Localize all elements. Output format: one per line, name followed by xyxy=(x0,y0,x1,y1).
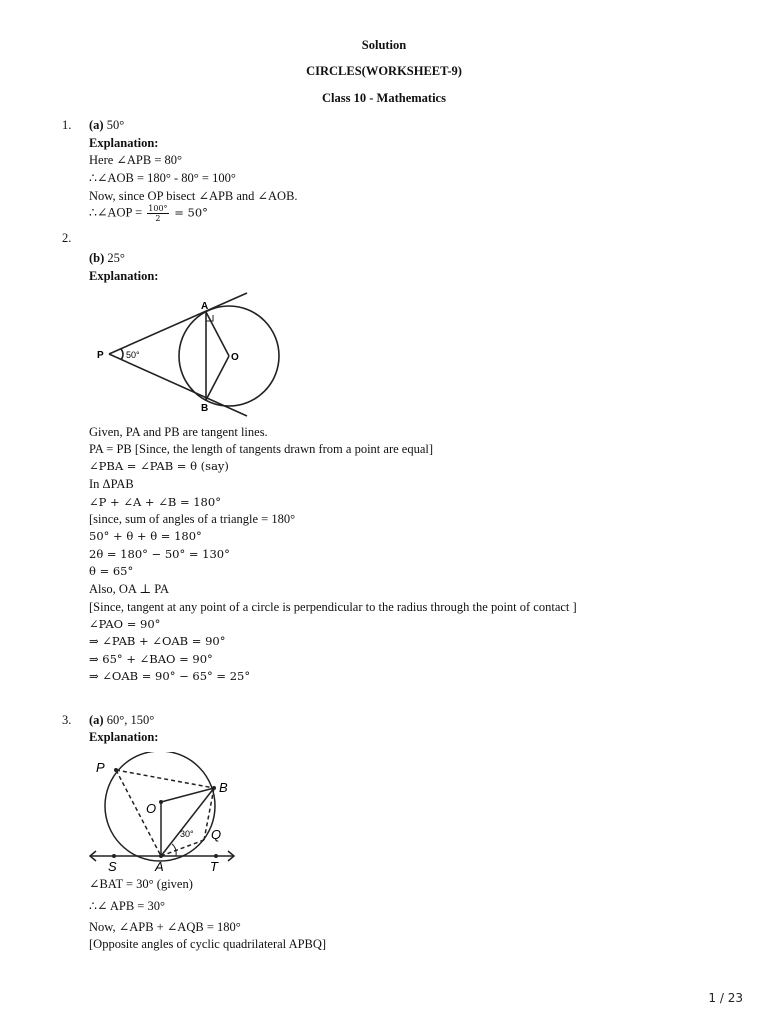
label-q: Q xyxy=(211,827,222,842)
point-t xyxy=(214,854,218,858)
radius-ob xyxy=(206,356,229,400)
angle-arc xyxy=(121,349,123,360)
explanation-label: Explanation: xyxy=(89,136,159,150)
q3-line-1: ∠BAT = 30° (given) xyxy=(89,877,193,891)
label-b: B xyxy=(201,403,209,414)
q3-line-3: Now, ∠APB + ∠AQB = 180° xyxy=(89,920,241,934)
label-p: P xyxy=(96,760,105,775)
q2-line-11: [Since, tangent at any point of a circle is perpendicular to the radius through the point of contact ] xyxy=(89,600,577,614)
circle xyxy=(105,752,215,861)
question-1-number: 1. xyxy=(62,118,72,132)
question-2-answer xyxy=(89,251,125,266)
answer-option: (a) xyxy=(89,713,104,727)
label-o: O xyxy=(146,801,157,816)
point-a xyxy=(159,854,163,858)
q2-line-9: θ = 65° xyxy=(89,564,134,578)
chord-pb xyxy=(116,770,214,788)
label-angle: 50° xyxy=(126,350,140,360)
label-t: T xyxy=(210,859,218,874)
q2-line-6: [since, sum of angles of a triangle = 180° xyxy=(89,512,296,526)
label-s: S xyxy=(108,859,117,874)
q2-line-10: Also, OA ⊥ PA xyxy=(89,582,170,596)
explanation-label: Explanation: xyxy=(89,269,159,283)
point-b xyxy=(212,786,216,790)
answer-value: 50° xyxy=(106,118,125,132)
fraction-denominator: 2 xyxy=(155,214,161,223)
worksheet-title: CIRCLES(WORKSHEET-9) xyxy=(306,64,462,78)
q3-line-4: [Opposite angles of cyclic quadrilateral APBQ] xyxy=(89,937,327,951)
label-a: A xyxy=(201,301,209,312)
q1-line-4-result: = 50° xyxy=(170,205,208,220)
q2-line-7: 50° + θ + θ = 180° xyxy=(89,529,202,543)
radius-oa xyxy=(206,312,229,356)
q2-line-8: 2θ = 180° − 50° = 130° xyxy=(89,547,230,561)
angle-arc xyxy=(172,844,176,856)
q2-line-15: ⇒ ∠OAB = 90° − 65° = 25° xyxy=(89,669,251,683)
q2-line-3: ∠PBA = ∠PAB = θ (say) xyxy=(89,459,229,473)
tangent-pb xyxy=(109,354,247,416)
q1-line-4-prefix: ∴∠AOP = xyxy=(89,205,146,220)
q2-line-4: In ΔPAB xyxy=(89,477,134,491)
class-subtitle: Class 10 - Mathematics xyxy=(322,91,446,105)
label-b: B xyxy=(219,780,228,795)
tangent-figure-1 xyxy=(89,288,289,423)
q2-line-12: ∠PAO = 90° xyxy=(89,617,161,631)
point-p xyxy=(114,768,118,772)
question-2-number: 2. xyxy=(62,231,72,245)
q1-line-3: Now, since OP bisect ∠APB and ∠AOB. xyxy=(89,189,298,203)
label-o: O xyxy=(231,352,239,363)
q1-line-4 xyxy=(89,204,208,223)
label-a: A xyxy=(155,859,164,874)
q2-line-14: ⇒ 65° + ∠BAO = 90° xyxy=(89,652,213,666)
answer-value: 25° xyxy=(107,251,125,265)
explanation-label: Explanation: xyxy=(89,730,159,744)
solution-heading: Solution xyxy=(361,38,407,52)
q2-line-13: ⇒ ∠PAB + ∠OAB = 90° xyxy=(89,634,226,648)
q1-line-1: Here ∠APB = 80° xyxy=(89,153,182,167)
q1-line-2: ∴∠AOB = 180° - 80° = 100° xyxy=(89,171,236,185)
q3-line-2: ∴∠ APB = 30° xyxy=(89,899,165,913)
label-p: P xyxy=(97,350,104,361)
point-o xyxy=(159,800,163,804)
cyclic-quadrilateral-figure xyxy=(86,752,242,876)
q2-line-5: ∠P + ∠A + ∠B = 180° xyxy=(89,495,221,509)
q2-line-1: Given, PA and PB are tangent lines. xyxy=(89,425,268,439)
radius-ob xyxy=(161,788,214,802)
fraction-numerator: 100° xyxy=(148,204,168,213)
q2-line-2: PA = PB [Since, the length of tangents drawn from a point are equal] xyxy=(89,442,434,456)
point-s xyxy=(112,854,116,858)
label-angle: 30° xyxy=(180,829,194,839)
answer-value: 60°, 150° xyxy=(106,713,155,727)
question-3-number: 3. xyxy=(62,713,72,727)
question-1-answer xyxy=(89,118,124,133)
tangent-pa xyxy=(109,293,247,354)
page-counter: 1 / 23 xyxy=(708,991,743,1005)
question-3-answer xyxy=(89,713,154,728)
fraction xyxy=(147,204,168,223)
answer-option: (a) xyxy=(89,118,104,132)
answer-option: (b) xyxy=(89,251,105,265)
